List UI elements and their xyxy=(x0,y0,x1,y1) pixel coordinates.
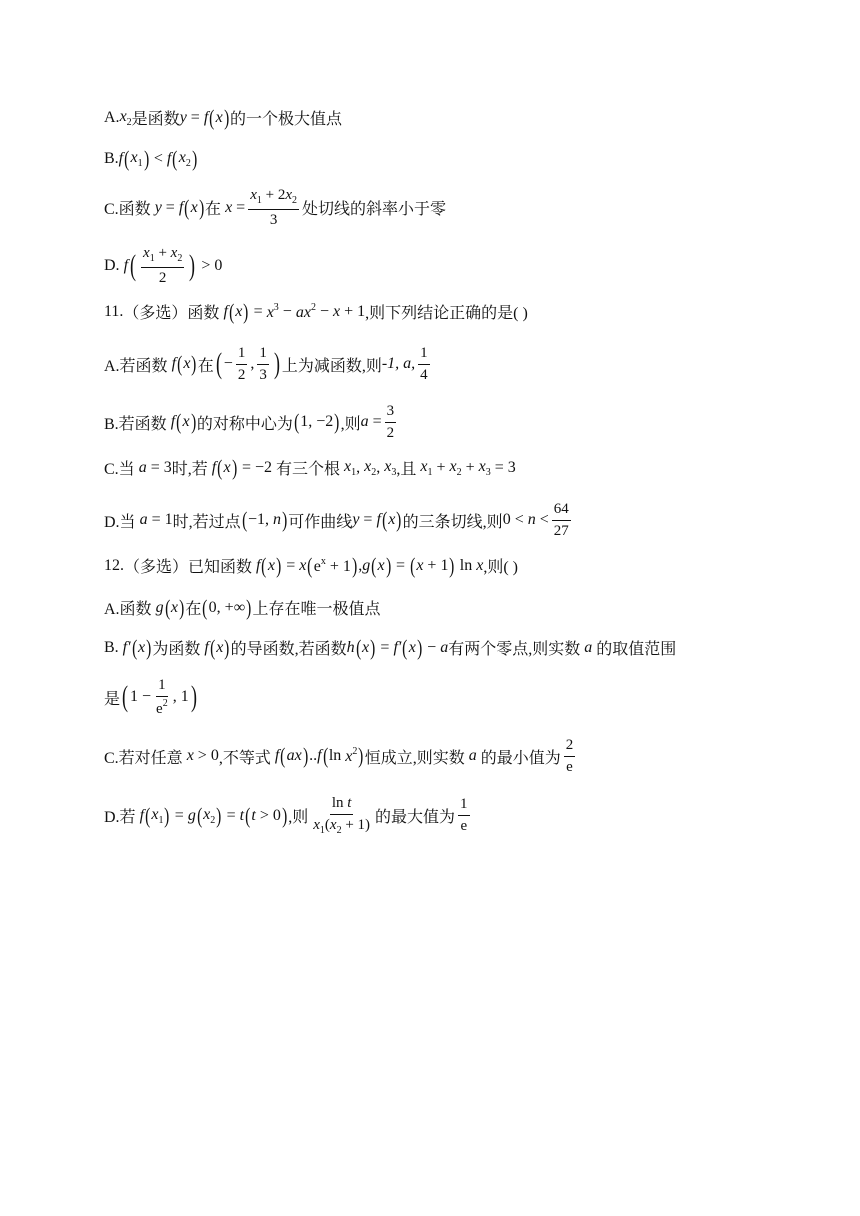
q11-stem: 11. （多选） 函数 f ( x ) = $x^3$ − $ax^2$ − x + 1 ,则下列结论正确的是( ) xyxy=(104,298,528,324)
q11-option-d: D.当 a = 1 时,若过点 ( −1, n ) 可作曲线 y = f ( x ) 的三条切线,则 0 < n < $\frac{64}{27}$ xyxy=(104,501,569,539)
q12-option-d: D.若 f ( $x_1$ ) = g ( $x_2$ ) = t ( t > 0 ) ,则 $\frac{\text{ln t}}{x_1(x_2 + 1)}$ 的最大值为 $\frac{1}{e}$ xyxy=(104,795,468,836)
q12-option-c: C.若对任意 x > 0 ,不等式 f ( ax ) .. f ( ln $x^2$ ) 恒成立,则实数 a 的最小值为 $\frac{2}{e}$ xyxy=(104,737,574,775)
q11-option-b: B.若函数 f ( x ) 的对称中心为 ( 1, −2 ) ,则 a = $\frac{3}{2}$ xyxy=(104,403,395,441)
q12-option-b: B. f′ ( x ) 为函数 f ( x ) 的导函数,若函数 h ( x ) = f′ ( x ) − a 有两个零点,则实数 a 的取值范围 xyxy=(104,634,677,660)
q10-option-d: D. f ( $\frac{x_1 + x_2}{2}$ ) > 0 xyxy=(104,245,223,286)
q11-option-c: C.当 a = 3 时,若 f ( x ) = −2 有三个根 $x_1$ , $x_2$ , $x_3$ ,且 $x_1$ + $x_2$ + $x_3$ = 3 xyxy=(104,454,516,480)
q10-option-c: C.函数 y = f ( x ) 在 x = $\frac{x_1 + 2x_2}{3}$ 处切线的斜率小于零 xyxy=(104,187,447,228)
q12-option-a: A.函数 g ( x ) 在 ( 0, +∞ ) 上存在唯一极值点 xyxy=(104,594,381,620)
q10-option-a: A. $x_2$ 是函数 y = f ( x ) 的一个极大值点 xyxy=(104,104,343,130)
q10-option-b: B. f ( $x_1$ ) < f ( $x_2$ ) xyxy=(104,146,198,171)
q12-option-b-cont: 是 ( 1 − $\frac{1}{e^2}$ , 1 ) xyxy=(104,677,197,717)
q12-stem: 12. （多选） 已知函数 f ( x ) = x ( $e^x + 1$ ) , g ( x ) = ( x + 1 ) ln x ,则( ) xyxy=(104,552,519,578)
q11-option-a: A.若函数 f ( x ) 在 ( − $\frac{1}{2}$ , $\frac{1}{3}$ ) 上为减函数,则 -1, a, $\frac{1}{4}$ xyxy=(104,345,428,383)
